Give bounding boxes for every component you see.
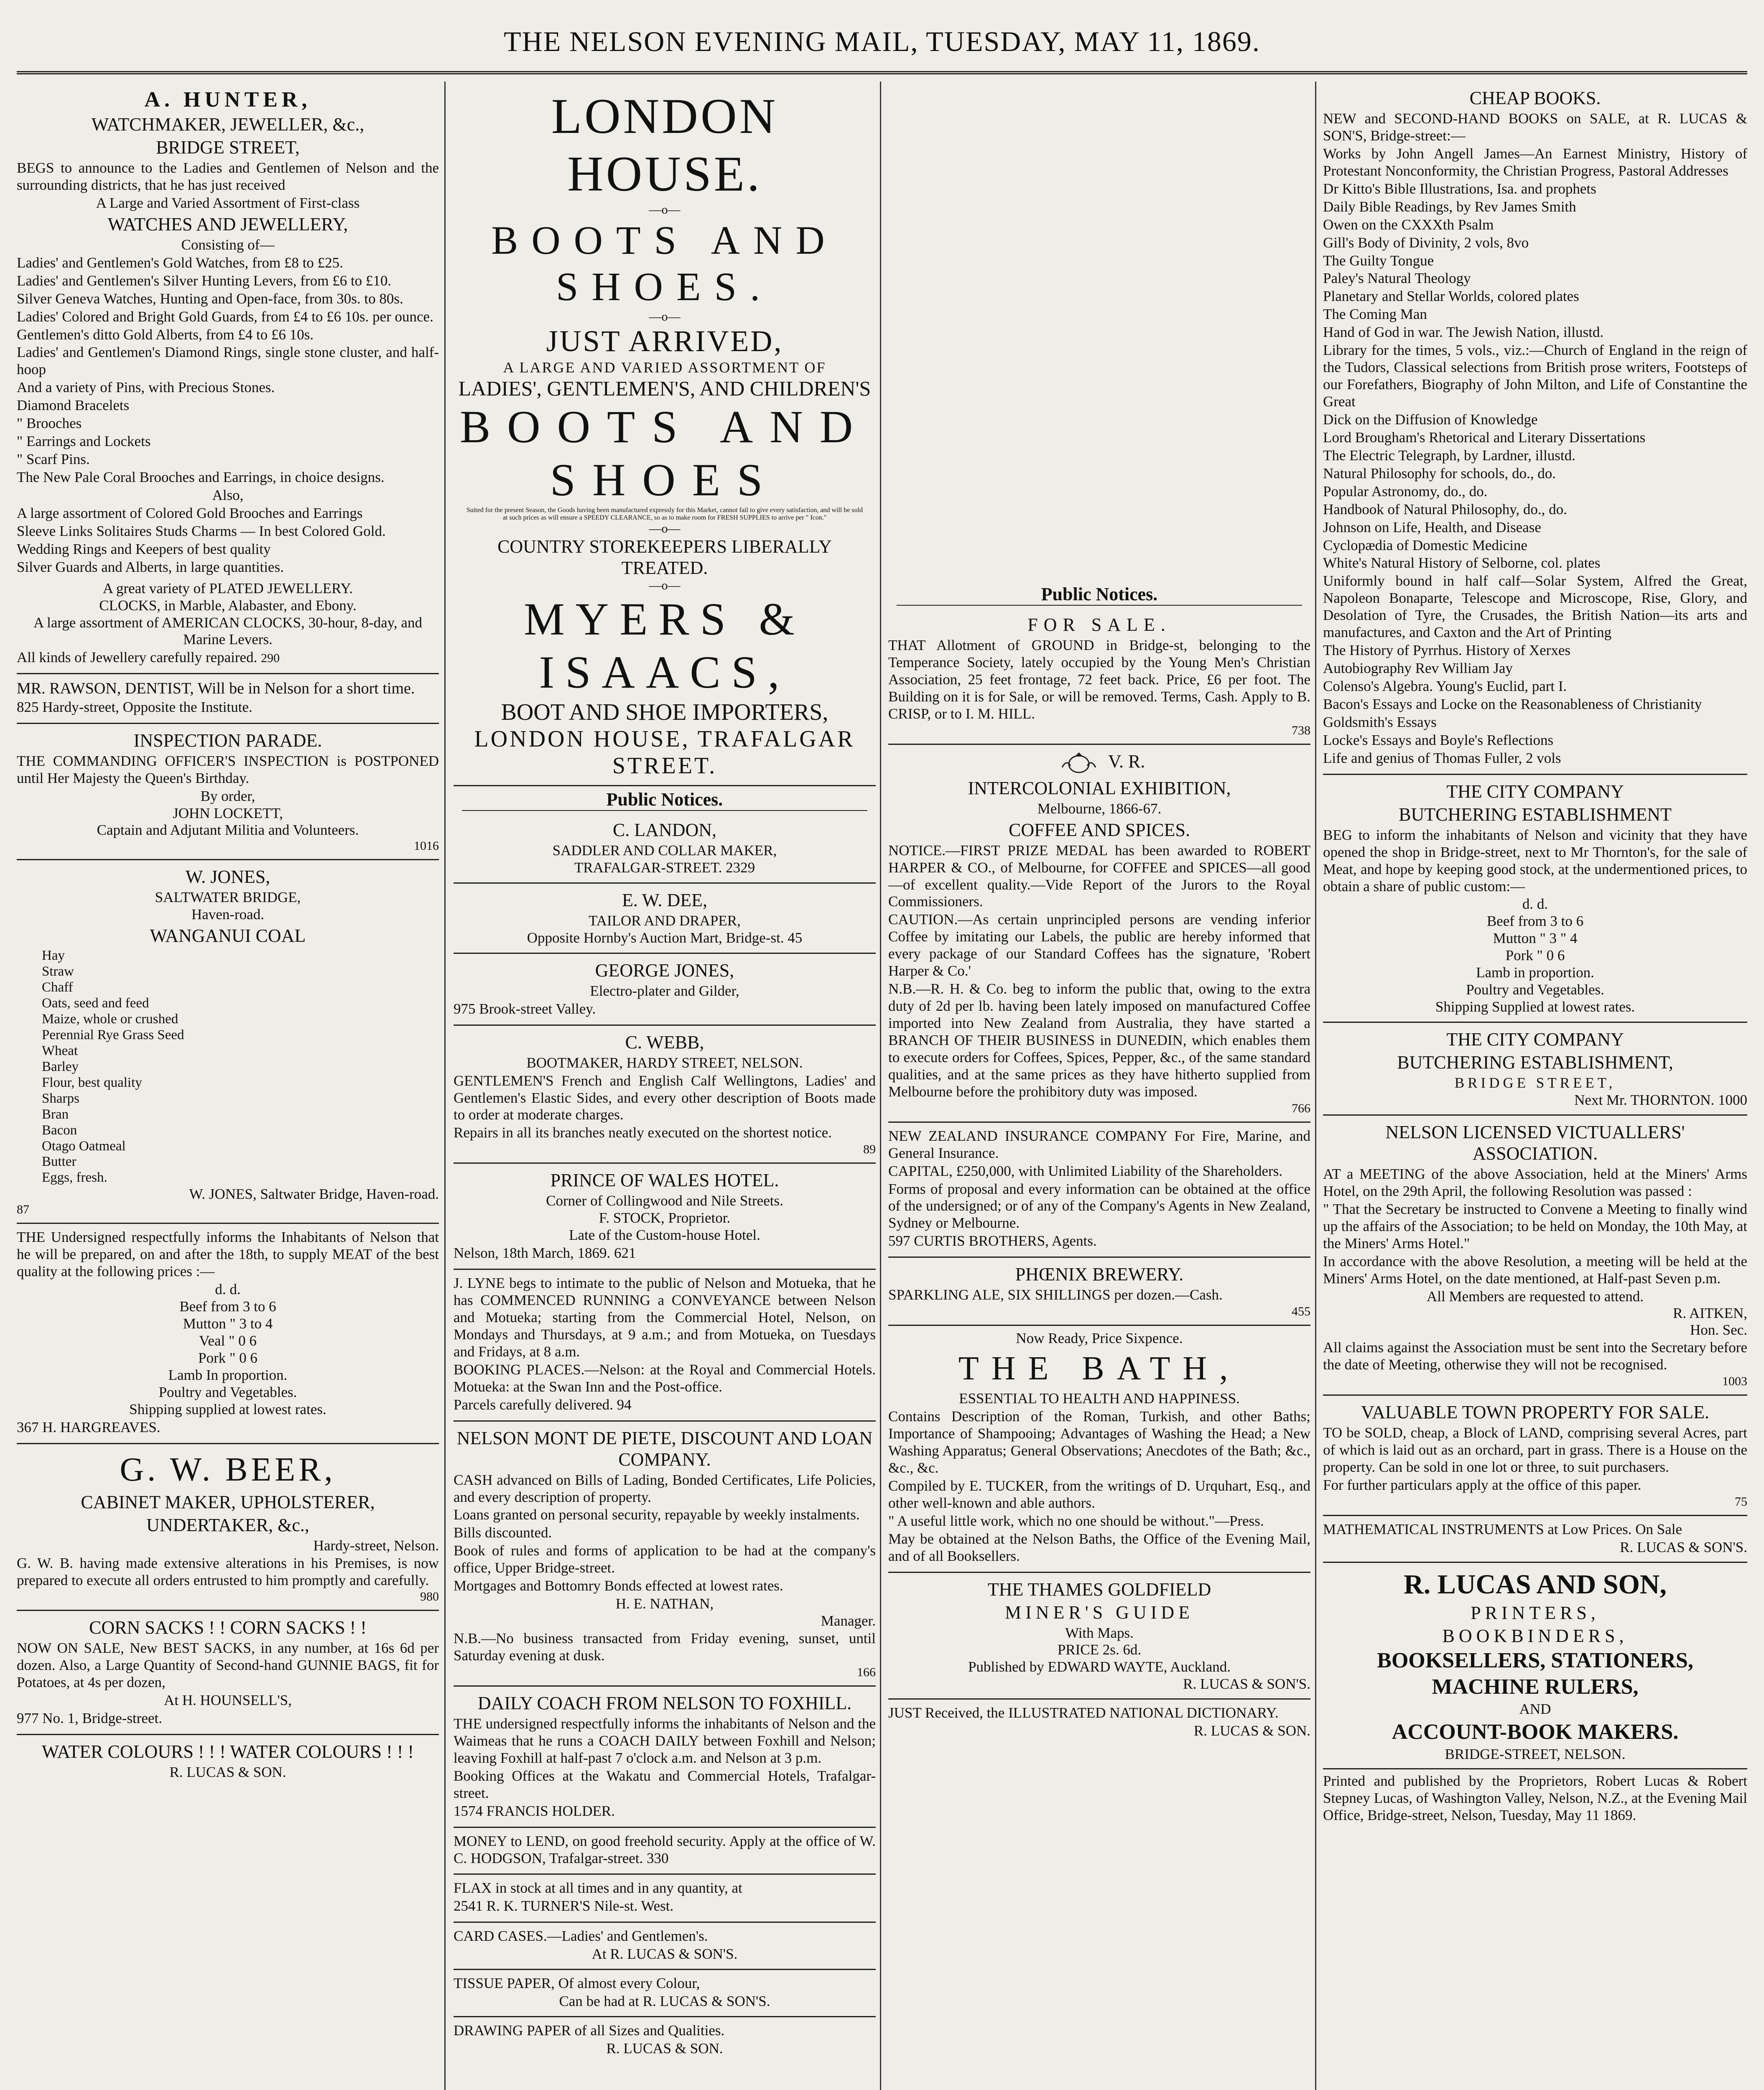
ad-number: 89 xyxy=(863,1142,876,1157)
list-item: Wheat xyxy=(42,1043,78,1058)
list-item: Works by John Angell James—An Earnest Ministry, History of Protestant Nonconformity, the Christian Progress, Pastoral Addresses xyxy=(1323,145,1747,179)
ladies-gentlemen: LADIES', GENTLEMEN'S, AND CHILDREN'S xyxy=(458,377,871,400)
list-item: Maize, whole or crushed xyxy=(42,1012,178,1027)
dictionary-body: JUST Received, the ILLUSTRATED NATIONAL DICTIONARY. xyxy=(888,1705,1279,1721)
coach-booking: Booking Offices at the Wakatu and Commercial Hotels, Trafalgar-street. xyxy=(454,1767,876,1801)
city2-next: Next Mr. THORNTON. 1000 xyxy=(1574,1091,1747,1108)
section-heading: Public Notices. xyxy=(897,584,1302,606)
beer-address: Hardy-street, Nelson. xyxy=(313,1537,439,1554)
tissue-body: TISSUE PAPER, Of almost every Colour, xyxy=(454,1975,700,1992)
piete-bills: Bills discounted. xyxy=(454,1524,552,1541)
ad-number: 166 xyxy=(857,1665,876,1679)
lic-title: NELSON LICENSED VICTUALLERS' ASSOCIATION. xyxy=(1385,1121,1685,1164)
list-item: Bran xyxy=(42,1106,69,1122)
lucas-title: R. LUCAS AND SON, xyxy=(1404,1569,1667,1600)
thames-sign: R. LUCAS & SON'S. xyxy=(1183,1676,1310,1692)
price-row: Veal " 0 6 xyxy=(199,1332,257,1349)
list-item: Handbook of Natural Philosophy, do., do. xyxy=(1323,501,1567,517)
math-instruments-ad xyxy=(1323,1516,1747,1563)
cards-sign: At R. LUCAS & SON'S. xyxy=(591,1946,738,1963)
lyne-body: J. LYNE begs to intimate to the public of Nelson and Motueka, that he has COMMENCED RUNNING a CONVEYANCE between Nelson and Motueka; starting from the Commercial Hotel, Nelson, on Mondays and Thursdays, at 9 a.m.; and from Motueka, on Tuesdays and Fridays, at 8 a.m. xyxy=(454,1275,876,1360)
gjones-address: 975 Brook-street Valley. xyxy=(454,1000,596,1017)
insurance-sign: 597 CURTIS BROTHERS, Agents. xyxy=(888,1233,1097,1249)
list-item: Perennial Rye Grass Seed xyxy=(42,1027,184,1042)
city-company-ad-2 xyxy=(1323,1023,1747,1116)
cheap-books-title: CHEAP BOOKS. xyxy=(1469,88,1601,108)
royal-crest-row xyxy=(888,751,1310,776)
piete-nb: N.B.—No business transacted from Friday evening, sunset, until Saturday evening at dusk. xyxy=(454,1630,876,1664)
imprint: Printed and published by the Proprietors, Robert Lucas & Robert Stepney Lucas, of Washington Valley, Nelson, N.Z., at the Evening Mail Office, Bridge-street, Nelson, Tuesday, May 11 1869. xyxy=(1323,1768,1747,1824)
drawing-paper-ad xyxy=(454,2017,876,2063)
lyne-booking: BOOKING PLACES.—Nelson: at the Royal and Commercial Hotels. Motueka: at the Swan Inn and the Post-office. xyxy=(454,1361,876,1395)
drawing-body: DRAWING PAPER of all Sizes and Qualities. xyxy=(454,2022,725,2039)
lic-body: AT a MEETING of the above Association, held at the Miners' Arms Hotel, on the 29th April, the following Resolution was passed : xyxy=(1323,1165,1747,1199)
list-item: Dr Kitto's Bible Illustrations, Isa. and prophets xyxy=(1323,180,1596,197)
hunter-american: A large assortment of AMERICAN CLOCKS, 30-hour, 8-day, and Marine Levers. xyxy=(33,614,422,648)
ad-number: 1003 xyxy=(1722,1374,1747,1389)
drawing-sign: R. LUCAS & SON. xyxy=(606,2040,723,2057)
city-poultry: Poultry and Vegetables. xyxy=(1466,981,1604,998)
bath-obtain: May be obtained at the Nelson Baths, the Office of the Evening Mail, and of all Booksellers. xyxy=(888,1530,1310,1564)
thames-subtitle: MINER'S GUIDE xyxy=(1004,1602,1194,1623)
vr-text: V. R. xyxy=(1108,751,1145,772)
tissue-sign: Can be had at R. LUCAS & SON'S. xyxy=(559,1993,770,2010)
thames-maps: With Maps. xyxy=(1065,1624,1134,1641)
price-row: Pork " 0 6 xyxy=(198,1349,257,1366)
coffee-nb: N.B.—R. H. & Co. beg to inform the public that, owing to the extra duty of 2d per lb. having been lately imposed on manufactured Coffee imported into New Zealand from Australia, they have started a BRANCH OF THEIR BUSINESS in DUNEDIN, which enables them to execute orders for Coffees, Spices, Pepper, &c., of the same standard qualities, and at the same prices as they have hitherto supplied from Melbourne before the prohibitory duty was imposed. xyxy=(888,981,1310,1100)
thames-title: THE THAMES GOLDFIELD xyxy=(987,1579,1211,1600)
webb-subtitle: BOOTMAKER, HARDY STREET, NELSON. xyxy=(526,1054,803,1071)
sacks-at: At H. HOUNSELL'S, xyxy=(164,1692,292,1709)
list-item: And a variety of Pins, with Precious Stones. xyxy=(17,379,275,396)
webb-title: C. WEBB, xyxy=(625,1032,704,1053)
dee-title: E. W. DEE, xyxy=(622,890,708,910)
piete-loans: Loans granted on personal security, repayable by weekly instalments. xyxy=(454,1506,860,1523)
jones-title: W. JONES, xyxy=(185,867,270,887)
hargreaves-poultry: Poultry and Vegetables. xyxy=(158,1384,297,1400)
city-company-ad xyxy=(1323,775,1747,1023)
list-item: Locke's Essays and Boyle's Reflections xyxy=(1323,732,1554,748)
inspection-name: JOHN LOCKETT, xyxy=(173,805,283,821)
just-arrived: JUST ARRIVED, xyxy=(546,324,783,358)
list-item: Dick on the Diffusion of Knowledge xyxy=(1323,411,1538,428)
list-item: Cyclopædia of Domestic Medicine xyxy=(1323,537,1527,553)
ad-number: 455 xyxy=(1292,1305,1310,1319)
column-1 xyxy=(17,82,439,2090)
lucas-address: BRIDGE-STREET, NELSON. xyxy=(1445,1746,1626,1762)
masthead: THE NELSON EVENING MAIL, TUESDAY, MAY 11, 1869. xyxy=(17,25,1747,74)
myers-isaacs: MYERS & ISAACS, xyxy=(523,594,806,698)
list-item: Barley xyxy=(42,1059,79,1074)
coach-ad xyxy=(454,1687,876,1828)
list-item: Ladies' and Gentlemen's Silver Hunting Levers, from £6 to £10. xyxy=(17,272,392,289)
list-item: Chaff xyxy=(42,980,73,995)
bath-ad xyxy=(888,1326,1310,1573)
list-item: Ladies' and Gentlemen's Gold Watches, from £8 to £25. xyxy=(17,254,343,271)
column-rule xyxy=(444,82,446,2090)
prince-of-wales-ad xyxy=(454,1164,876,1270)
dee-ad xyxy=(454,884,876,954)
ad-number: 290 xyxy=(261,651,280,665)
list-item: Ladies' and Gentlemen's Diamond Rings, single stone cluster, and half-hoop xyxy=(17,344,439,378)
hunter-subtitle: WATCHMAKER, JEWELLER, &c., xyxy=(91,114,365,135)
jones-subtitle: SALTWATER BRIDGE, xyxy=(155,889,301,906)
country-storekeepers: COUNTRY STOREKEEPERS LIBERALLY TREATED. xyxy=(497,536,832,578)
ad-number: 75 xyxy=(1735,1495,1747,1509)
thames-ad xyxy=(888,1573,1310,1700)
math-body: MATHEMATICAL INSTRUMENTS at Low Prices. On Sale xyxy=(1323,1521,1682,1538)
rawson-address: 825 Hardy-street, Opposite the Institute. xyxy=(17,698,252,715)
town-further: For further particulars apply at the office of this paper. xyxy=(1323,1477,1642,1494)
sacks-title: CORN SACKS ! ! CORN SACKS ! ! xyxy=(89,1617,367,1638)
bath-title: THE BATH, xyxy=(958,1350,1241,1387)
list-item: Straw xyxy=(42,964,74,979)
price-row: Pork " 0 6 xyxy=(1505,947,1565,964)
list-item: Natural Philosophy for schools, do., do. xyxy=(1323,465,1556,482)
list-item: Oats, seed and feed xyxy=(42,996,149,1011)
landon-address: TRAFALGAR-STREET. 2329 xyxy=(574,859,755,876)
city-shipping: Shipping Supplied at lowest rates. xyxy=(1435,999,1635,1015)
hunter-street: BRIDGE STREET, xyxy=(156,137,300,158)
list-item: Silver Guards and Alberts, in large quantities. xyxy=(17,558,284,575)
bath-body: Contains Description of the Roman, Turkish, and other Baths; Importance of Shampooing; Advantages of Washing the Head; a New Washing Apparatus; General Observations; Anecdotes of the Bath; &c., &c., &c. xyxy=(888,1408,1310,1476)
gjones-title: GEORGE JONES, xyxy=(595,960,734,981)
phoenix-body: SPARKLING ALE, SIX SHILLINGS per dozen.—Cash. xyxy=(888,1287,1223,1303)
dee-subtitle: TAILOR AND DRAPER, xyxy=(589,912,741,929)
price-row: Mutton " 3 to 4 xyxy=(183,1315,273,1332)
list-item: The Guilty Tongue xyxy=(1323,252,1434,269)
section-heading: Public Notices. xyxy=(462,789,867,811)
city-title: THE CITY COMPANY xyxy=(1446,781,1624,802)
trafalgar-street: LONDON HOUSE, TRAFALGAR STREET. xyxy=(474,726,855,779)
george-jones-ad xyxy=(454,954,876,1026)
corn-sacks-ad xyxy=(17,1611,439,1735)
piete-manager: Manager. xyxy=(821,1613,876,1629)
price-row: d. d. xyxy=(215,1281,241,1298)
hargreaves-shipping: Shipping supplied at lowest rates. xyxy=(129,1401,326,1417)
list-item: Sharps xyxy=(42,1091,79,1106)
city-subtitle: BUTCHERING ESTABLISHMENT xyxy=(1399,804,1672,825)
landon-subtitle: SADDLER AND COLLAR MAKER, xyxy=(552,842,777,859)
flax-body: FLAX in stock at all times and in any quantity, at xyxy=(454,1880,742,1896)
list-item: Wedding Rings and Keepers of best quality xyxy=(17,540,271,557)
column-2 xyxy=(454,82,876,2090)
bath-subtitle: ESSENTIAL TO HEALTH AND HAPPINESS. xyxy=(959,1390,1240,1407)
list-item: Flour, best quality xyxy=(42,1075,142,1090)
ad-number: 738 xyxy=(1292,723,1310,737)
lic-secretary: Hon. Sec. xyxy=(1690,1322,1747,1338)
inspection-ad xyxy=(17,724,439,861)
for-sale-ad xyxy=(888,608,1310,745)
hunter-items xyxy=(17,255,439,486)
money-ad xyxy=(454,1828,876,1875)
lic-claims: All claims against the Association must be sent into the Secretary before the date of Meeting, otherwise they will not be recognised. xyxy=(1323,1339,1747,1373)
hunter-consisting: Consisting of— xyxy=(181,236,275,253)
boots-shoes-title-2: BOOTS AND SHOES xyxy=(459,401,870,505)
list-item: Life and genius of Thomas Fuller, 2 vols xyxy=(1323,749,1561,766)
piete-book: Book of rules and forms of application to be had at the company's office, Upper Bridge-street. xyxy=(454,1542,876,1576)
coffee-body: NOTICE.—FIRST PRIZE MEDAL has been awarded to ROBERT HARPER & CO., of Melbourne, for COFFEE and SPICES—all good—of excellent quality.—Vide Report of the Jurors to the Royal Commissioners. xyxy=(888,842,1310,910)
list-item: Butter xyxy=(42,1154,76,1170)
list-item: The History of Pyrrhus. History of Xerxes xyxy=(1323,642,1570,659)
list-item: Uniformly bound in half calf—Solar System, Alfred the Great, Napoleon Bonaparte, Telescope and Microscope, Rise, Glory, and Desolation of Tyre, the Crusades, the British Nation—its arts and manufactures, and Caxton and the Art of Printing xyxy=(1323,573,1747,641)
london-house-banner: LONDON HOUSE. —o— BOOTS AND SHOES. —o— JUST ARRIVED, A LARGE AND VARIED ASSORTMENT OF LADIES', GENTLEMEN'S, AND CHILDREN'S BOOTS AND SHOES Suited for the present Season, the Goods having been manufactured expressly for this Market, cannot fail to give every satisfaction, and will be sold at such prices as will ensure a SPEEDY CLEARANCE, so as to make room for FRESH SUPPLIES to arrive per " Icon." —o— COUNTRY STOREKEEPERS LIBERALLY TREATED. —o— MYERS & ISAACS, BOOT AND SHOE IMPORTERS, LONDON HOUSE, TRAFALGAR STREET. xyxy=(454,82,876,786)
pow-date: Nelson, 18th March, 1869. 621 xyxy=(454,1245,636,1262)
inspection-role: Captain and Adjutant Militia and Volunteers. xyxy=(97,822,359,839)
town-property-ad xyxy=(1323,1396,1747,1516)
pow-late: Late of the Custom-house Hotel. xyxy=(569,1227,760,1244)
price-row: Beef from 3 to 6 xyxy=(1486,913,1584,930)
math-sign: R. LUCAS & SON'S. xyxy=(1620,1539,1747,1555)
hunter-repair: All kinds of Jewellery carefully repaired. xyxy=(17,649,257,666)
town-body: TO be SOLD, cheap, a Block of LAND, comprising several Acres, part of which is laid out as an orchard, part in grass. There is a House on the property. Can be sold in one lot or three, to suit purchasers. xyxy=(1323,1425,1747,1476)
price-row: Lamb in proportion. xyxy=(1476,964,1594,981)
list-item: The Coming Man xyxy=(1323,306,1427,323)
jones-coal: WANGANUI COAL xyxy=(150,925,306,946)
landon-title: C. LANDON, xyxy=(612,820,717,840)
list-item: Bacon xyxy=(42,1122,77,1138)
list-item: Bacon's Essays and Locke on the Reasonableness of Christianity xyxy=(1323,696,1702,712)
nz-insurance-ad xyxy=(888,1123,1310,1258)
list-item: " Earrings and Lockets xyxy=(17,433,151,450)
jones-road: Haven-road. xyxy=(191,906,264,923)
hunter-clocks: CLOCKS, in Marble, Alabaster, and Ebony. xyxy=(99,597,357,614)
hunter-title: A. HUNTER, xyxy=(144,88,311,112)
coffee-caution: CAUTION.—As certain unprincipled persons are vending inferior Coffee by imitating our Labels, the public are hereby informed that every package of our Standard Coffees has the signature, 'Robert Harper & Co.' xyxy=(888,911,1310,979)
beer-subtitle: CABINET MAKER, UPHOLSTERER, xyxy=(81,1491,375,1512)
beer-body: G. W. B. having made extensive alterations in his Premises, is now prepared to execute all orders entrusted to him promptly and carefully. xyxy=(17,1555,439,1588)
ad-number: 766 xyxy=(1292,1101,1310,1115)
list-item: Paley's Natural Theology xyxy=(1323,270,1471,287)
lucas-binders: BOOKBINDERS, xyxy=(1442,1626,1628,1646)
phoenix-ad xyxy=(888,1258,1310,1326)
lucas-and: AND xyxy=(1519,1701,1551,1717)
cards-body: CARD CASES.—Ladies' and Gentlemen's. xyxy=(454,1928,708,1945)
piete-sign: H. E. NATHAN, xyxy=(615,1596,714,1612)
exhibition-subtitle: Melbourne, 1866-67. xyxy=(1037,800,1162,817)
webb-body-2: Repairs in all its branches neatly executed on the shortest notice. xyxy=(454,1124,832,1141)
list-item: Daily Bible Readings, by Rev James Smith xyxy=(1323,198,1576,215)
for-sale-body: THAT Allotment of GROUND in Bridge-st, belonging to the Temperance Society, lately occupied by the Young Men's Christian Association, 25 feet frontage, 72 feet back. Price, £6 per foot. The Building on it is for Sale, or will be removed. Terms, Cash. Apply to B. CRISP, or to I. M. HILL. xyxy=(888,637,1310,722)
list-item: " Scarf Pins. xyxy=(17,451,90,468)
list-item: Ladies' Colored and Bright Gold Guards, from £4 to £6 10s. per ounce. xyxy=(17,308,433,325)
lucas-account: ACCOUNT-BOOK MAKERS. xyxy=(1392,1720,1679,1744)
sacks-body: NOW ON SALE, New BEST SACKS, in any number, at 16s 6d per dozen. Also, a Large Quantity of Second-hand GUNNIE BAGS, fit for Potatoes, at 4s per dozen, xyxy=(17,1640,439,1691)
list-item: Johnson on Life, Health, and Disease xyxy=(1323,519,1541,535)
lucas-rulers: MACHINE RULERS, xyxy=(1432,1675,1639,1699)
beer-subtitle-2: UNDERTAKER, &c., xyxy=(146,1514,309,1535)
list-item: Goldsmith's Essays xyxy=(1323,714,1437,730)
sacks-address: 977 No. 1, Bridge-street. xyxy=(17,1710,162,1727)
water-sign: R. LUCAS & SON. xyxy=(169,1764,286,1781)
list-item: The Electric Telegraph, by Lardner, illustd. xyxy=(1323,447,1575,464)
thames-publisher: Published by EDWARD WAYTE, Auckland. xyxy=(968,1659,1231,1675)
card-cases-ad xyxy=(454,1923,876,1970)
list-item: Gentlemen's ditto Gold Alberts, from £4 to £6 10s. xyxy=(17,326,314,343)
lucas-printers: PRINTERS, xyxy=(1471,1603,1600,1623)
town-title: VALUABLE TOWN PROPERTY FOR SALE. xyxy=(1361,1402,1710,1423)
bath-quote: " A useful little work, which no one should be without."—Press. xyxy=(888,1512,1264,1529)
dictionary-sign: R. LUCAS & SON. xyxy=(1193,1723,1310,1739)
list-item: Hand of God in war. The Jewish Nation, illustd. xyxy=(1323,324,1604,341)
hunter-assortment: A Large and Varied Assortment of First-class xyxy=(96,194,360,211)
list-item: Planetary and Stellar Worlds, colored plates xyxy=(1323,288,1579,305)
london-house-title: LONDON HOUSE. xyxy=(551,88,778,201)
coffee-title: COFFEE AND SPICES. xyxy=(1008,819,1190,840)
column-4 xyxy=(1323,82,1747,2090)
price-row: Lamb In proportion. xyxy=(168,1366,288,1383)
piete-body: CASH advanced on Bills of Lading, Bonded Certificates, Life Policies, and every description of property. xyxy=(454,1471,876,1505)
list-item: Popular Astronomy, do., do. xyxy=(1323,483,1488,500)
thames-price: PRICE 2s. 6d. xyxy=(1057,1641,1142,1658)
list-item: Sleeve Links Solitaires Studs Charms — In best Colored Gold. xyxy=(17,522,386,539)
flax-sign: 2541 R. K. TURNER'S Nile-st. West. xyxy=(454,1898,674,1914)
lic-quote: " That the Secretary be instructed to Convene a Meeting to finally wind up the affairs of the Association; to be held on Monday, the 10th May, at the Miners' Arms Hotel." xyxy=(1323,1200,1747,1251)
hunter-also: Also, xyxy=(212,487,244,503)
lucas-sellers: BOOKSELLERS, STATIONERS, xyxy=(1377,1649,1693,1672)
for-sale-title: FOR SALE. xyxy=(1027,614,1171,635)
coffee-ad xyxy=(888,745,1310,1123)
rawson-text: MR. RAWSON, DENTIST, Will be in Nelson for a short time. xyxy=(17,680,415,698)
list-item: Eggs, fresh. xyxy=(42,1170,107,1185)
hargreaves-sign: 367 H. HARGREAVES. xyxy=(17,1419,161,1435)
piete-title: NELSON MONT DE PIETE, DISCOUNT AND LOAN COMPANY. xyxy=(456,1427,873,1470)
pow-subtitle: Corner of Collingwood and Nile Streets. xyxy=(546,1193,783,1209)
hunter-intro: BEGS to announce to the Ladies and Gentlemen of Nelson and the surrounding districts, that he has just received xyxy=(17,160,439,193)
water-title: WATER COLOURS ! ! ! WATER COLOURS ! ! ! xyxy=(41,1741,414,1762)
boots-shoes-title: BOOTS AND SHOES. xyxy=(491,218,838,309)
water-colours-ad xyxy=(17,1735,439,1787)
inspection-title: INSPECTION PARADE. xyxy=(133,730,322,751)
list-item: Lord Brougham's Rhetorical and Literary Dissertations xyxy=(1323,429,1646,446)
list-item: Diamond Bracelets xyxy=(17,397,130,414)
licensed-victuallers-ad xyxy=(1323,1116,1747,1396)
list-item: Hay xyxy=(42,948,65,963)
city-body: BEG to inform the inhabitants of Nelson and vicinity that they have opened the shop in Bridge-street, next to Mr Thornton's, for the sale of Meat, and hope by keeping good stock, at the undermentioned prices, to obtain a share of public custom:— xyxy=(1323,826,1747,895)
suited-text: Suited for the present Season, the Goods having been manufactured expressly for this Market, cannot fail to give every satisfaction, and will be sold at such prices as will ensure a SPEEDY CLEARANCE, so as to make room for FRESH SUPPLIES to arrive per " Icon." xyxy=(466,507,863,521)
city2-title: THE CITY COMPANY xyxy=(1446,1029,1624,1050)
coach-sign: 1574 FRANCIS HOLDER. xyxy=(454,1802,615,1819)
price-row: Mutton " 3 " 4 xyxy=(1493,930,1578,947)
lyne-ad xyxy=(454,1270,876,1422)
flax-ad xyxy=(454,1875,876,1923)
city2-subtitle: BUTCHERING ESTABLISHMENT, xyxy=(1397,1052,1673,1073)
tissue-ad xyxy=(454,1970,876,2017)
list-item: White's Natural History of Selborne, col. plates xyxy=(1323,555,1601,571)
column-rule xyxy=(1315,82,1316,2090)
cheap-books-intro: NEW and SECOND-HAND BOOKS on SALE, at R. LUCAS & SON'S, Bridge-street:— xyxy=(1323,110,1747,144)
city2-street: BRIDGE STREET, xyxy=(1454,1075,1616,1091)
lyne-parcels: Parcels carefully delivered. 94 xyxy=(454,1396,632,1413)
ad-number: 1016 xyxy=(414,839,439,853)
phoenix-title: PHŒNIX BREWERY. xyxy=(1015,1264,1184,1285)
large-assortment: A LARGE AND VARIED ASSORTMENT OF xyxy=(503,359,826,376)
dictionary-ad xyxy=(888,1700,1310,1745)
jones-ad xyxy=(17,860,439,1224)
list-item: Colenso's Algebra. Young's Euclid, part I. xyxy=(1323,678,1567,694)
list-item: The New Pale Coral Brooches and Earrings, in choice designs. xyxy=(17,469,385,485)
price-row: Beef from 3 to 6 xyxy=(179,1298,276,1315)
coach-body: THE undersigned respectfully informs the inhabitants of Nelson and the Waimeas that he runs a COACH DAILY between Foxhill and Nelson; leaving Foxhill at half-past 7 o'clock a.m. and Nelson at 3 p.m. xyxy=(454,1715,876,1766)
beer-ad xyxy=(17,1444,439,1611)
rawson-ad xyxy=(17,674,439,724)
list-item: A large assortment of Colored Gold Brooches and Earrings xyxy=(17,505,363,521)
list-item: Autobiography Rev William Jay xyxy=(1323,660,1513,677)
lic-members: All Members are requested to attend. xyxy=(1427,1288,1644,1305)
insurance-capital: CAPITAL, £250,000, with Unlimited Liability of the Shareholders. xyxy=(888,1162,1283,1179)
ad-number: 87 xyxy=(17,1203,29,1217)
list-item: Otago Oatmeal xyxy=(42,1138,126,1154)
cheap-books-ad xyxy=(1323,82,1747,775)
jones-sign: W. JONES, Saltwater Bridge, Haven-road. xyxy=(189,1186,439,1203)
list-item: Owen on the CXXXth Psalm xyxy=(1323,216,1494,233)
column-rule xyxy=(880,82,881,2090)
hunter-ad xyxy=(17,82,439,674)
royal-crest-icon xyxy=(1054,751,1104,776)
bath-compiled: Compiled by E. TUCKER, from the writings of D. Urquhart, Esq., and other well-known and able authors. xyxy=(888,1477,1310,1511)
inspection-order: By order, xyxy=(200,788,255,804)
column-3 xyxy=(888,82,1310,2090)
dee-address: Opposite Hornby's Auction Mart, Bridge-st. 45 xyxy=(527,929,803,946)
insurance-title: NEW ZEALAND INSURANCE COMPANY For Fire, Marine, and General Insurance. xyxy=(888,1127,1310,1161)
landon-ad xyxy=(454,813,876,884)
inspection-body: THE COMMANDING OFFICER'S INSPECTION is POSTPONED until Her Majesty the Queen's Birthday. xyxy=(17,752,439,786)
coach-title: DAILY COACH FROM NELSON TO FOXHILL. xyxy=(477,1692,852,1713)
hargreaves-ad xyxy=(17,1224,439,1444)
ad-number: 980 xyxy=(420,1590,439,1604)
hargreaves-body: THE Undersigned respectfully informs the Inhabitants of Nelson that he will be prepared, on and after the 18th, to supply MEAT of the best quality at the following prices :— xyxy=(17,1229,439,1280)
list-item: Library for the times, 5 vols., viz.:—Church of England in the reign of the Tudors, Classical selections from British prose writers, Footsteps of our Forefathers, Biography of John Milton, and Life of Constantine the Great xyxy=(1323,342,1747,410)
list-item: " Brooches xyxy=(17,415,82,432)
hunter-plated: A great variety of PLATED JEWELLERY. xyxy=(102,580,353,596)
gjones-subtitle: Electro-plater and Gilder, xyxy=(590,982,739,999)
lucas-printers-ad xyxy=(1323,1563,1747,1831)
lic-pursuance: In accordance with the above Resolution, a meeting will be held at the Miners' Arms Hotel, on the date mentioned, at Half-past Seven p.m. xyxy=(1323,1253,1747,1287)
exhibition-title: INTERCOLONIAL EXHIBITION, xyxy=(968,777,1231,798)
piete-mortgages: Mortgages and Bottomry Bonds effected at lowest rates. xyxy=(454,1578,783,1594)
price-row: d. d. xyxy=(1522,896,1548,912)
money-body: MONEY to LEND, on good freehold security. Apply at the office of W. C. HODGSON, Trafalgar-street. 330 xyxy=(454,1833,876,1866)
pow-title: PRINCE OF WALES HOTEL. xyxy=(550,1170,779,1191)
lic-sign: R. AITKEN, xyxy=(1673,1305,1747,1322)
webb-body: GENTLEMEN'S French and English Calf Wellingtons, Ladies' and Gentlemen's Elastic Sides, and every other description of Boots made to order at moderate charges. xyxy=(454,1072,876,1123)
mont-de-piete-ad xyxy=(454,1422,876,1687)
list-item: Silver Geneva Watches, Hunting and Open-face, from 30s. to 80s. xyxy=(17,290,403,307)
webb-ad xyxy=(454,1026,876,1164)
list-item: Gill's Body of Divinity, 2 vols, 8vo xyxy=(1323,234,1529,251)
hunter-heading: WATCHES AND JEWELLERY, xyxy=(107,214,348,234)
beer-title: G. W. BEER, xyxy=(120,1451,336,1488)
bath-ready: Now Ready, Price Sixpence. xyxy=(1016,1330,1183,1347)
insurance-forms: Forms of proposal and every information can be obtained at the office of the undersigned; or of any of the Company's Agents in New Zealand, Sydney or Melbourne. xyxy=(888,1180,1310,1231)
pow-proprietor: F. STOCK, Proprietor. xyxy=(599,1210,731,1226)
importers: BOOT AND SHOE IMPORTERS, xyxy=(501,699,828,725)
